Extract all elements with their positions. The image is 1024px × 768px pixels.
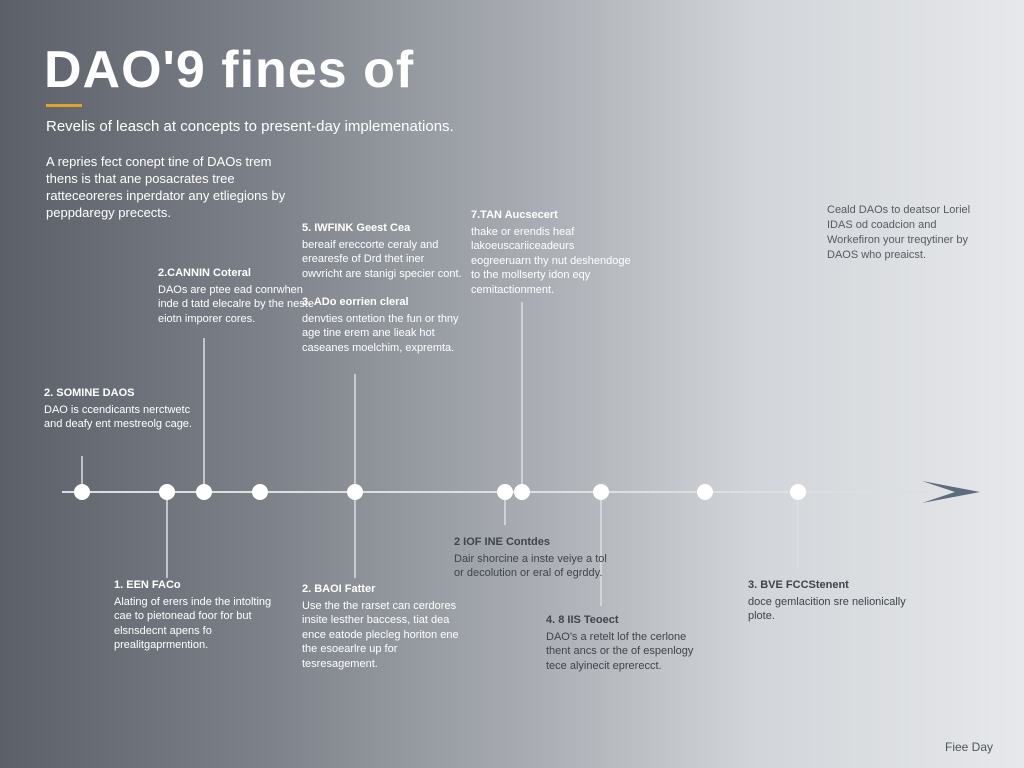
- timeline-node: [159, 484, 175, 500]
- timeline-node: [790, 484, 806, 500]
- event-title: 2 IOF INE Contdes: [454, 536, 550, 548]
- timeline-event: [302, 295, 462, 355]
- footer-label: Fiee Day: [945, 740, 994, 754]
- event-title: 2. SOMINE DAOS: [44, 387, 135, 399]
- timeline-event: [44, 386, 204, 432]
- timeline-node: [74, 484, 90, 500]
- event-body: DAO is ccendicants nerctwetc and deafy ent mestreolg cage.: [44, 403, 192, 430]
- timeline-event: [302, 221, 462, 281]
- event-title: 3. ADo eorrien cleral: [302, 296, 409, 308]
- intro-paragraph: A repries fect conept tine of DAOs trem thens is that ane posacrates tree ratteceoreres inperdator any etliegions by peppdaregy precects.: [46, 154, 286, 220]
- timeline-event: [114, 578, 274, 653]
- timeline-event: [158, 266, 318, 326]
- side-note: Ceald DAOs to deatsor Loriel IDAS od coadcion and Workefiron your treqytiner by DAOS who preaicst.: [827, 204, 971, 261]
- timeline-event: [454, 535, 614, 581]
- event-body: denvties ontetion the fun or thny age tine erem ane lieak hot caseanes moelchim, expremta.: [302, 312, 459, 354]
- timeline-node: [347, 484, 363, 500]
- event-body: thake or erendis heaf lakoeuscariiceadeurs eogreeruarn thy nut deshendoge to the mollserty idon eqy cemitactionment.: [471, 225, 631, 296]
- event-body: Alating of erers inde the intolting cae to pietonead foor for but elsnsdecnt apens fo prealitgaprmention.: [114, 595, 272, 651]
- event-body: bereaif ereccorte ceraly and erearesfe of Drd thet iner owvricht are stanigi specier cont.: [302, 238, 462, 280]
- event-title: 4. 8 IIS Teoect: [546, 614, 619, 626]
- page-subtitle: Revelis of leasch at concepts to present-day implemenations.: [46, 118, 454, 135]
- timeline-node: [196, 484, 212, 500]
- event-body: Use the the rarset can cerdores insite lesther baccess, tiat dea ence eatode plecleg horiton ene the esoearlre up for tesresagement.: [302, 599, 459, 670]
- event-title: 7.TAN Aucsecert: [471, 209, 558, 221]
- timeline-event: [546, 613, 706, 673]
- timeline-event: [471, 208, 631, 297]
- event-title: 5. IWFINK Geest Cea: [302, 222, 411, 234]
- event-body: DAO's a retelt lof the cerlone thent ancs or the of espenlogy tece alyinecit eprerecct.: [546, 630, 694, 672]
- event-body: DAOs are ptee ead conrwhen inde d tatd elecalre by the neste eiotn imporer cores.: [158, 283, 314, 325]
- timeline-node: [593, 484, 609, 500]
- timeline-arrow-icon: [922, 481, 980, 503]
- timeline-event: [302, 582, 462, 671]
- timeline-event: [748, 578, 908, 624]
- event-title: 1. EEN FACo: [114, 579, 181, 591]
- event-title: 2. BAOI Fatter: [302, 583, 376, 595]
- timeline-node: [514, 484, 530, 500]
- timeline-node: [697, 484, 713, 500]
- event-body: doce gemlacition sre nelionically plote.: [748, 595, 906, 622]
- timeline-node: [252, 484, 268, 500]
- event-body: Dair shorcine a inste veiye a tol or decolution or eral of egrddy.: [454, 552, 607, 579]
- event-title: 2.CANNIN Coteral: [158, 267, 251, 279]
- event-title: 3. BVE FCCStenent: [748, 579, 849, 591]
- page-title: DAO'9 fines of: [44, 41, 415, 99]
- timeline-node: [497, 484, 513, 500]
